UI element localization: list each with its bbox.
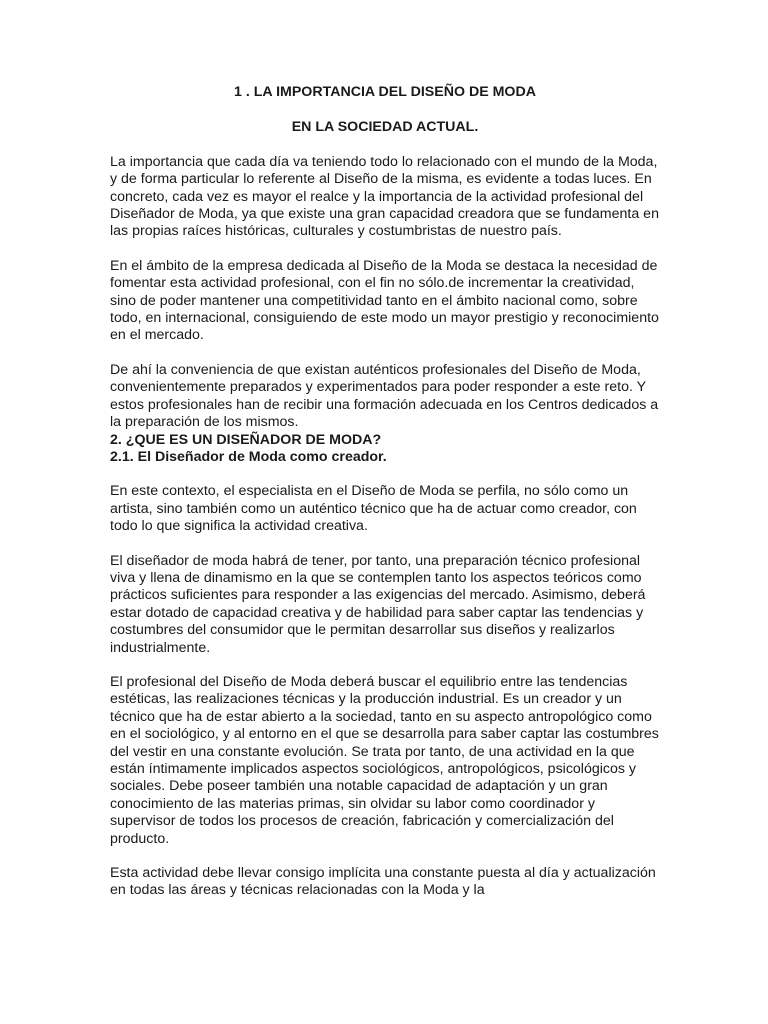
section-heading: 2. ¿QUE ES UN DISEÑADOR DE MODA? — [110, 431, 382, 448]
subsection-heading: 2.1. El Diseñador de Moda como creador. — [110, 448, 387, 465]
paragraph: El diseñador de moda habrá de tener, por tanto, una preparación técnico profesional viva y llena de dinamismo en la que se contemplen tanto los aspectos teóricos como prácticos suficientes para responder a las exigencias del mercado. Asimismo, deberá estar dotado de capacidad creativa y de habilidad para saber captar las tendencias y costumbres del consumidor que le permitan desarrollar sus diseños y realizarlos industrialmente. — [110, 552, 646, 656]
paragraph: De ahí la conveniencia de que existan auténticos profesionales del Diseño de Moda, convenientemente preparados y experimentados para poder responder a este reto. Y estos profesionales han de recibir una formación adecuada en los Centros dedicados a la preparación de los mismos. — [110, 361, 659, 431]
paragraph: La importancia que cada día va teniendo todo lo relacionado con el mundo de la Moda, y de forma particular lo referente al Diseño de la misma, es evidente a todas luces. En concreto, cada vez es mayor el realce y la importancia de la actividad profesional del Diseñador de Moda, ya que existe una gran capacidad creadora que se fundamenta en las propias raíces históricas, culturales y costumbristas de nuestro país. — [110, 153, 659, 240]
document-title: 1 . LA IMPORTANCIA DEL DISEÑO DE MODA — [234, 84, 536, 100]
document-page — [110, 84, 660, 900]
paragraph: En el ámbito de la empresa dedicada al Diseño de la Moda se destaca la necesidad de fomentar esta actividad profesional, con el fin no sólo.de incrementar la creatividad, sino de poder mantener una competitividad tanto en el ámbito nacional como, sobre todo, en internacional, consiguiendo de este modo un mayor prestigio y reconocimiento en el mercado. — [110, 257, 659, 344]
paragraph: El profesional del Diseño de Moda deberá buscar el equilibrio entre las tendencias estéticas, las realizaciones técnicas y la producción industrial. Es un creador y un técnico que ha de estar abierto a la sociedad, tanto en su aspecto antropológico como en el sociológico, y al entorno en el que se desarrolla para saber captar las costumbres del vestir en una constante evolución. Se trata por tanto, de una actividad en la que están íntimamente implicados aspectos sociológicos, antropológicos, psicológicos y sociales. Debe poseer también una notable capacidad de adaptación y un gran conocimiento de las materias primas, sin olvidar su labor como coordinador y supervisor de todos los procesos de creación, fabricación y comercialización del producto. — [110, 673, 659, 847]
paragraph: En este contexto, el especialista en el Diseño de Moda se perfila, no sólo como un artista, sino también como un auténtico técnico que ha de actuar como creador, con todo lo que significa la actividad creativa. — [110, 483, 637, 535]
document-subtitle: EN LA SOCIEDAD ACTUAL. — [291, 119, 479, 136]
paragraph: Esta actividad debe llevar consigo implícita una constante puesta al día y actualización en todas las áreas y técnicas relacionadas con la Moda y la — [110, 865, 656, 899]
